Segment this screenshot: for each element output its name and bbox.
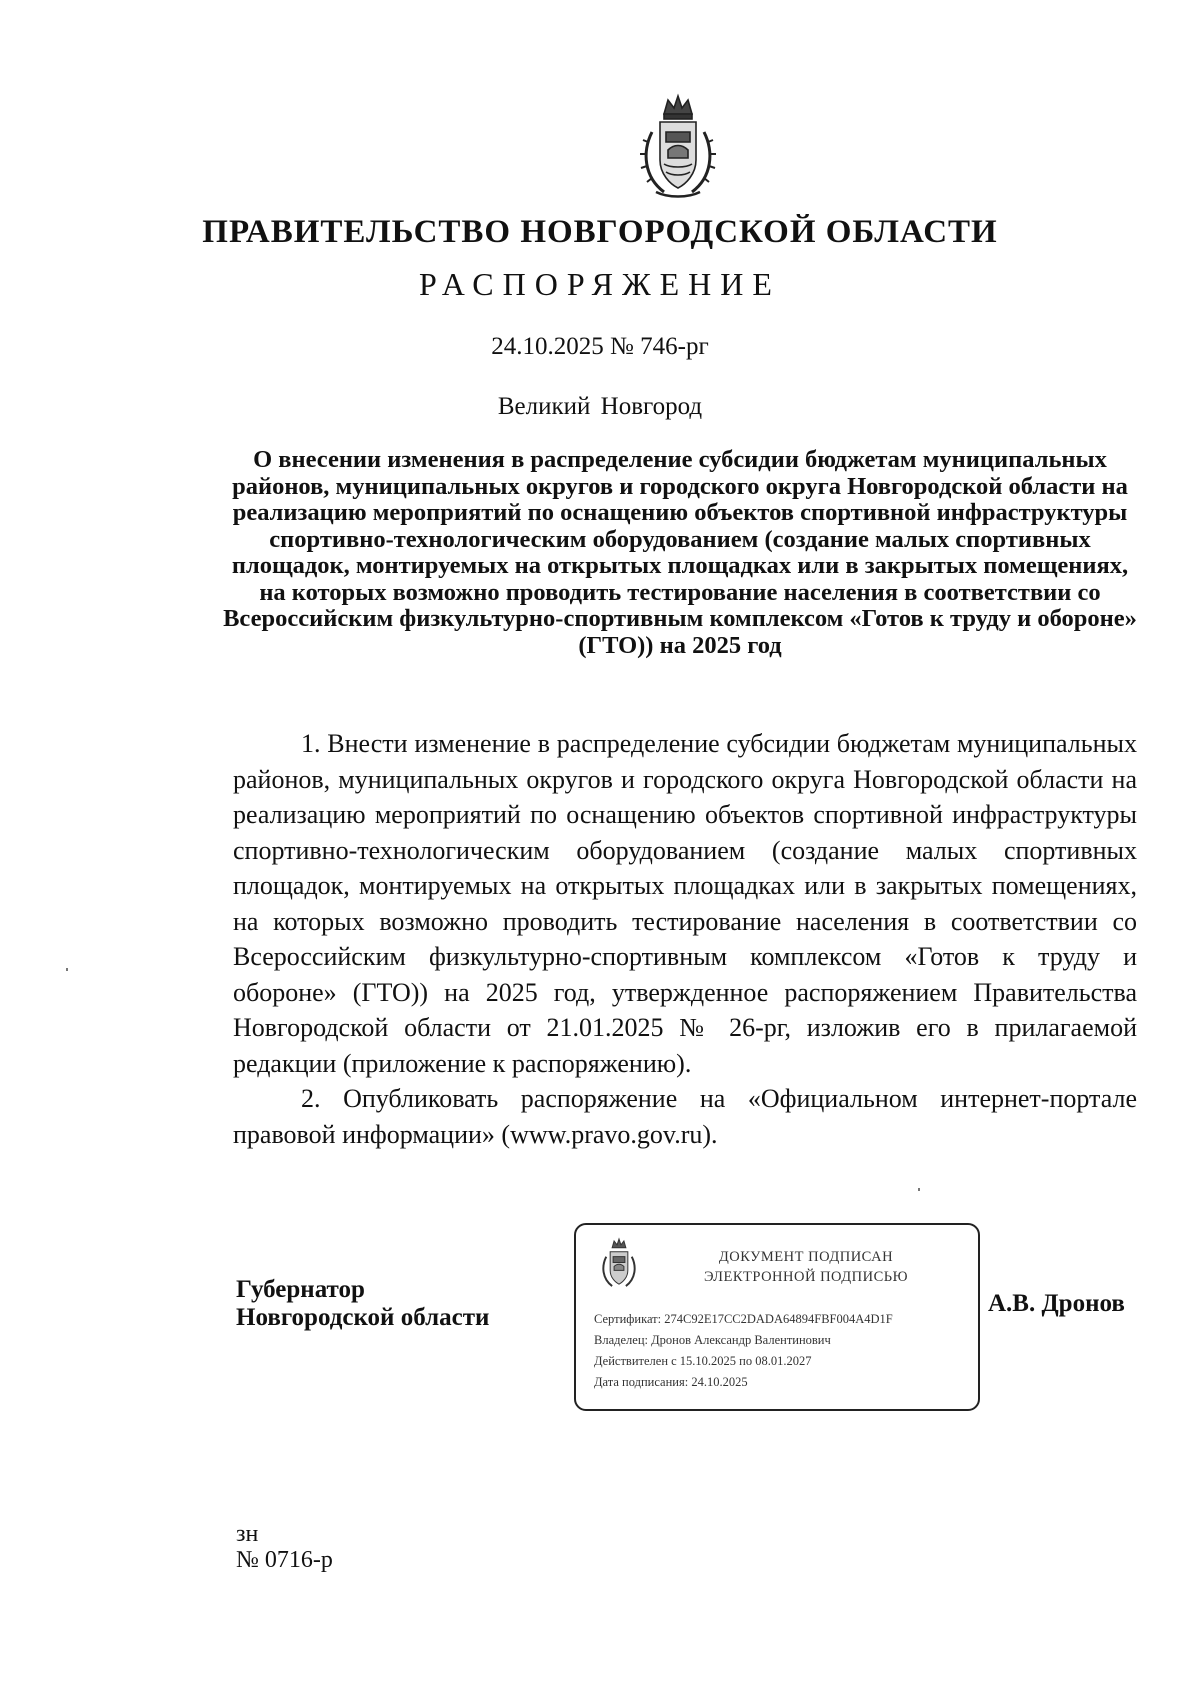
paragraph-1: 1. Внести изменение в распределение субсидии бюджетам муниципальных районов, муниципальных округов и городского округа Новгородской области на реализацию мероприятий по оснащению объектов спортивной инфраструктуры спортивно-технологическим оборудованием (создание малых спортивных площадок, монтируемых на открытых площадках или в закрытых помещениях, на которых возможно проводить тестирование населения в соответствии со Всероссийским физкультурно-спортивным комплексом «Готов к труду и обороне» (ГТО)) на 2025 год, утвержденное распоряжением Правительства Новгородской области от 21.01.2025 № 26-рг, изложив его в прилагаемой редакции (приложение к распоряжению). bbox=[233, 729, 1137, 1078]
signatory-position-line1: Губернатор bbox=[236, 1276, 365, 1303]
footer-line1: зн bbox=[236, 1521, 259, 1547]
stamp-signed-date: Дата подписания: 24.10.2025 bbox=[594, 1375, 748, 1389]
organization-name: ПРАВИТЕЛЬСТВО НОВГОРОДСКОЙ ОБЛАСТИ bbox=[202, 214, 998, 250]
stamp-coat-of-arms-icon bbox=[596, 1237, 642, 1291]
signatory-position-line2: Новгородской области bbox=[236, 1304, 490, 1331]
scan-speck bbox=[918, 1188, 920, 1191]
electronic-signature-stamp bbox=[574, 1223, 980, 1411]
stamp-owner: Владелец: Дронов Александр Валентинович bbox=[594, 1333, 831, 1347]
document-date-number: 24.10.2025 № 746-рг bbox=[491, 333, 709, 360]
stamp-details bbox=[594, 1309, 893, 1393]
scan-speck bbox=[66, 968, 68, 971]
signatory-position bbox=[236, 1276, 489, 1332]
paragraph-2: 2. Опубликовать распоряжение на «Официальном интернет-портале правовой информации» (www.pravo.gov.ru). bbox=[233, 1084, 1137, 1149]
signatory-name: А.В. Дронов bbox=[988, 1290, 1125, 1317]
stamp-heading-line2: ЭЛЕКТРОННОЙ ПОДПИСЬЮ bbox=[703, 1269, 909, 1285]
stamp-heading bbox=[656, 1247, 956, 1287]
stamp-valid: Действителен с 15.10.2025 по 08.01.2027 bbox=[594, 1354, 812, 1368]
document-body bbox=[233, 726, 1137, 1152]
footer-reference bbox=[236, 1521, 333, 1573]
stamp-certificate: Сертификат: 274C92E17CC2DADA64894FBF004A4D1F bbox=[594, 1312, 893, 1326]
stamp-heading-line1: ДОКУМЕНТ ПОДПИСАН bbox=[718, 1249, 894, 1265]
footer-line2: № 0716-р bbox=[236, 1547, 333, 1573]
coat-of-arms-icon bbox=[634, 92, 722, 202]
document-city: Великий Новгород bbox=[497, 393, 703, 420]
document-title: О внесении изменения в распределение субсидии бюджетам муниципальных районов, муниципальных округов и городского округа Новгородской области на реализацию мероприятий по оснащению объектов спортивной инфраструктуры спортивно-технологическим оборудованием (создание малых спортивных площадок, монтируемых на открытых площадках или в закрытых помещениях, на которых возможно проводить тестирование населения в соответствии со Всероссийским физкультурно-спортивным комплексом «Готов к труду и обороне» (ГТО)) на 2025 год bbox=[223, 446, 1137, 659]
document-type: РАСПОРЯЖЕНИЕ bbox=[419, 266, 781, 302]
